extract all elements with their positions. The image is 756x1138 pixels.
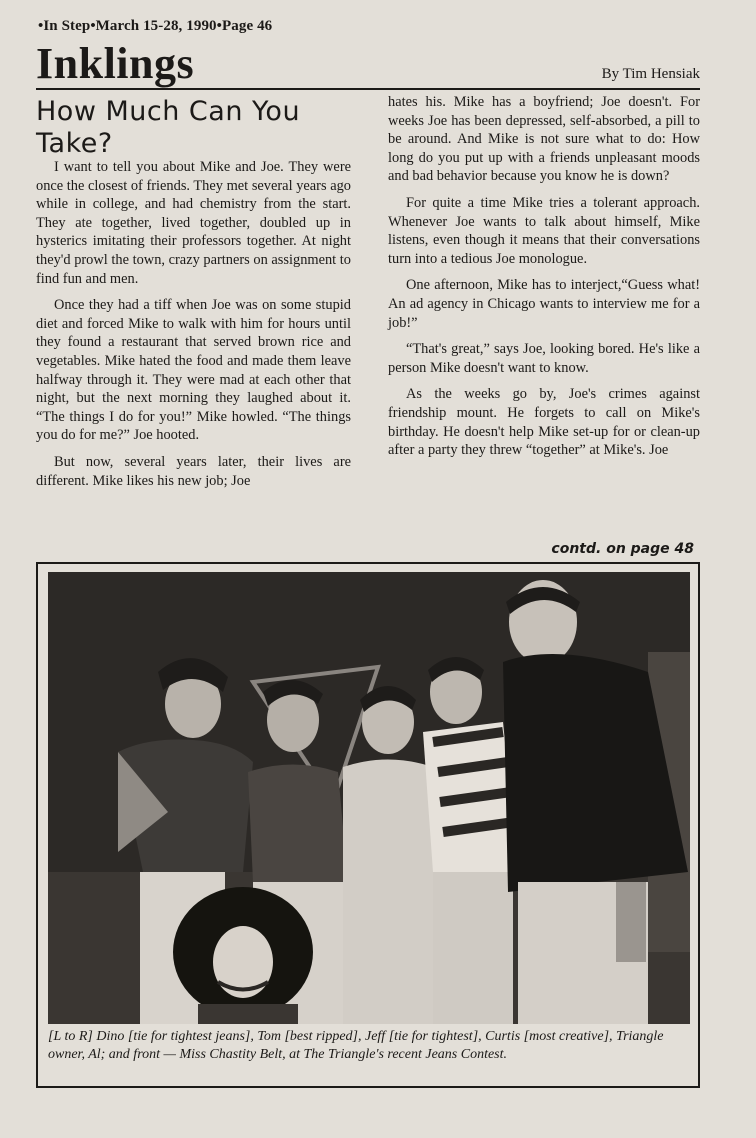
paragraph: Once they had a tiff when Joe was on some stupid diet and forced Mike to walk with him for hours until they found a restaurant that served brown rice and vegetables. Mike hated the food and made them leave halfway through it. They were mad at each other that night, but the next morning they laughed about it. “The things I do for you!” Mike howled. “The things you do for me?” Joe hooted. bbox=[36, 297, 351, 444]
byline: By Tim Hensiak bbox=[601, 66, 700, 82]
paragraph: But now, several years later, their lives are different. Mike likes his new job; Joe bbox=[36, 453, 351, 489]
group-photo bbox=[48, 572, 690, 1024]
paragraph: I want to tell you about Mike and Joe. They were once the closest of friends. They met several years ago while in college, and had chemistry from the start. They ate together, lived together, doubled up in hysterics imitating their professors together. At night they'd prowl the town, crazy partners on assignment to find fun and men. bbox=[36, 159, 351, 287]
paragraph: “That's great,” says Joe, looking bored. He's like a person Mike doesn't want to know. bbox=[388, 341, 700, 376]
photo-illustration bbox=[48, 572, 690, 1024]
paragraph: For quite a time Mike tries a tolerant approach. Whenever Joe wants to talk about himself, Mike listens, even though it means that their conversations turn into a tedious Joe monologue. bbox=[388, 194, 700, 267]
article-headline: How Much Can You Take? bbox=[36, 96, 301, 159]
continued-note: contd. on page 48 bbox=[551, 541, 694, 557]
photo-frame bbox=[36, 562, 700, 1088]
paragraph: One afternoon, Mike has to interject,“Guess what! An ad agency in Chicago wants to interview me for a job!” bbox=[388, 277, 700, 331]
paragraph: hates his. Mike has a boyfriend; Joe doesn't. For weeks Joe has been depressed, self-absorbed, a pill to be around. And Mike is not sure what to do: How long do you put up with a friends unpleasant moods and bad behavior because you know he is down? bbox=[388, 94, 700, 185]
paragraph: As the weeks go by, Joe's crimes against friendship mount. He forgets to call on Mike's birthday. He doesn't help Mike set-up for or clean-up after a party they threw “together” at Mike's. Joe bbox=[388, 386, 700, 459]
photo-caption: [L to R] Dino [tie for tightest jeans], Tom [best ripped], Jeff [tie for tightest], Curtis [most creative], Triangle owner, Al; and front — Miss Chastity Belt, at The Triangle's recent Jeans Contest. bbox=[48, 1029, 664, 1062]
article-column-right bbox=[388, 93, 700, 468]
header-rule bbox=[36, 88, 700, 90]
dateline: •In Step•March 15-28, 1990•Page 46 bbox=[38, 18, 273, 34]
article-column-left bbox=[36, 158, 351, 498]
column-title: Inklings bbox=[36, 39, 195, 88]
